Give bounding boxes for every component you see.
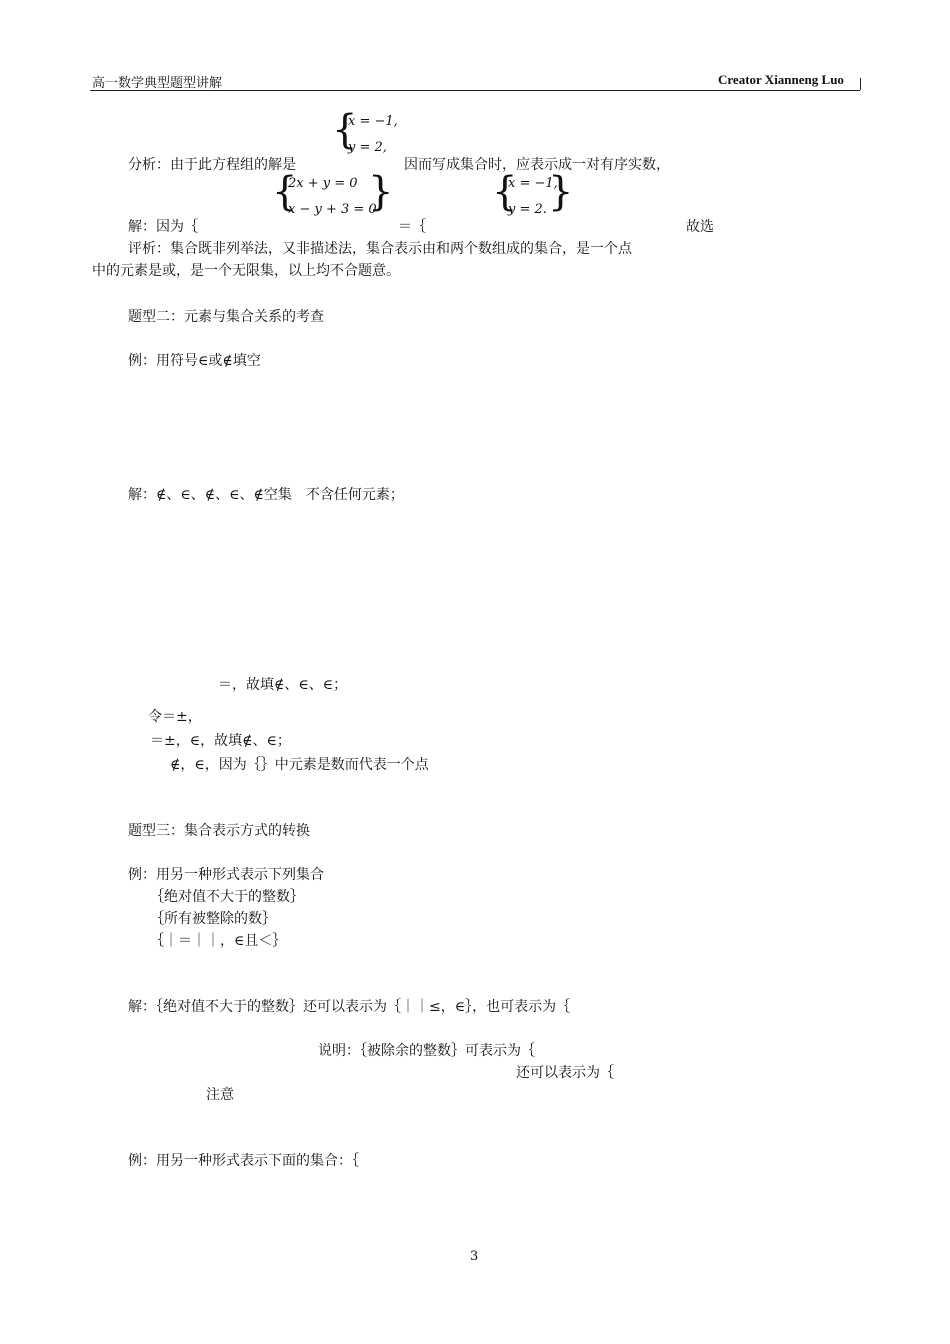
solution-2-fill: ＝，故填∉、∈、∈；: [218, 677, 348, 693]
example-4: 例：用另一种形式表示下面的集合：｛: [128, 1153, 359, 1169]
solution-2-let: 令＝±，: [148, 709, 202, 725]
solution-3-attention: 注意: [206, 1087, 234, 1103]
solution-eq: ＝｛: [398, 219, 426, 235]
sys1-eq1: x = −1,: [348, 114, 398, 129]
analysis-text-2: 因而写成集合时，应表示成一对有序实数，: [404, 157, 670, 173]
brace-sys1: {: [332, 107, 358, 153]
solution-text: 解：因为｛: [128, 219, 198, 235]
brace-sys2: {: [272, 169, 298, 215]
header-rule: [90, 90, 860, 91]
solution-2-note: ∉，∈，因为｛｝中元素是数而代表一个点: [170, 757, 429, 773]
sys2-eq2: x − y + 3 = 0: [288, 202, 377, 217]
solution-choice: 故选: [686, 219, 714, 235]
header-rule-tick: [860, 78, 861, 90]
sys3-eq1: x = −1,: [508, 176, 558, 191]
solution-3-note: 说明：｛被除余的整数｝可表示为｛: [318, 1043, 535, 1059]
sys3-eq2: y = 2.: [508, 202, 547, 217]
brace-sys3-right: }: [548, 169, 574, 215]
item-1: ｛绝对值不大于的整数｝: [150, 889, 304, 905]
analysis-text: 分析：由于此方程组的解是: [128, 157, 296, 173]
solution-3-alt: 还可以表示为｛: [516, 1065, 614, 1081]
brace-sys3: {: [492, 169, 518, 215]
comment-text: 评析：集合既非列举法，又非描述法，集合表示由和两个数组成的集合，是一个点: [128, 241, 632, 257]
page-number: 3: [470, 1249, 479, 1264]
example-fill: 例：用符号∈或∉填空: [128, 353, 261, 369]
header-title: 高一数学典型题型讲解: [92, 76, 223, 91]
header-author: Creator Xianneng Luo: [718, 72, 844, 87]
sys2-eq1: 2x + y = 0: [288, 176, 358, 191]
solution-2: 解：∉、∈、∉、∈、∉空集 不含任何元素；: [128, 487, 404, 503]
example-convert: 例：用另一种形式表示下列集合: [128, 867, 324, 883]
section-title-2: 题型二：元素与集合关系的考查: [128, 309, 324, 325]
item-3: ｛｜＝｜｜，∈且＜｝: [150, 933, 287, 949]
section-title-3: 题型三：集合表示方式的转换: [128, 823, 310, 839]
solution-2-fill-2: ＝±，∈，故填∉、∈；: [150, 733, 291, 749]
comment-text-2: 中的元素是或，是一个无限集，以上均不合题意。: [92, 263, 400, 279]
sys1-eq2: y = 2,: [348, 140, 387, 155]
brace-sys2-right: }: [368, 169, 394, 215]
solution-3: 解：｛绝对值不大于的整数｝还可以表示为｛｜｜≤，∈｝，也可表示为｛: [128, 999, 571, 1015]
item-2: ｛所有被整除的数｝: [150, 911, 276, 927]
